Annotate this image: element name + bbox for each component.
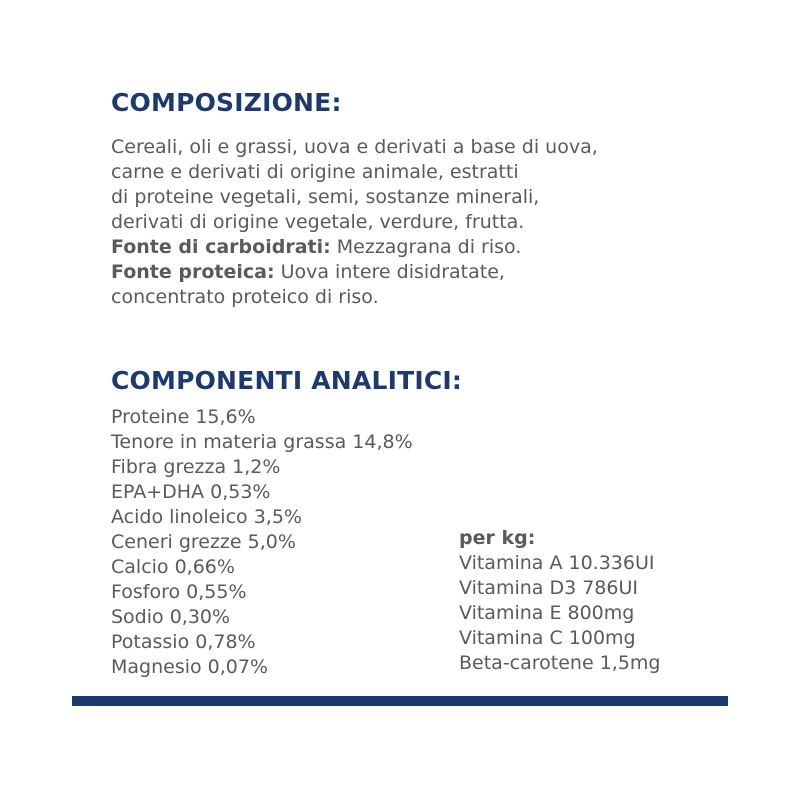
composizione-heading: COMPOSIZIONE: <box>111 88 342 117</box>
fonte-proteica-line <box>111 260 711 285</box>
vitamine-list <box>459 526 660 676</box>
composizione-line: derivati di origine vegetale, verdure, frutta. <box>111 211 525 233</box>
componente-item: Fosforo 0,55% <box>111 581 247 603</box>
componenti-analitici-heading: COMPONENTI ANALITICI: <box>111 366 463 395</box>
vitamina-item: Beta-carotene 1,5mg <box>459 652 661 674</box>
fonte-proteica-continued: concentrato proteico di riso. <box>111 286 379 308</box>
fonte-proteica-value: Uova intere disidratate, <box>274 261 505 283</box>
componente-item: Fibra grezza 1,2% <box>111 456 281 478</box>
fonte-carboidrati-label: Fonte di carboidrati: <box>111 236 331 258</box>
componente-item: Potassio 0,78% <box>111 631 256 653</box>
componente-item: Ceneri grezze 5,0% <box>111 531 296 553</box>
componente-item: EPA+DHA 0,53% <box>111 481 271 503</box>
footer-divider <box>72 696 728 706</box>
composizione-line: carne e derivati di origine animale, estratti <box>111 161 519 183</box>
componente-item: Magnesio 0,07% <box>111 656 269 678</box>
composizione-line: di proteine vegetali, semi, sostanze minerali, <box>111 186 540 208</box>
composizione-line: Cereali, oli e grassi, uova e derivati a base di uova, <box>111 136 598 158</box>
componente-item: Calcio 0,66% <box>111 556 235 578</box>
componente-item: Tenore in materia grassa 14,8% <box>111 431 413 453</box>
vitamina-item: Vitamina A 10.336UI <box>459 552 655 574</box>
fonte-carboidrati-line <box>111 235 711 260</box>
componente-item: Acido linoleico 3,5% <box>111 506 302 528</box>
componente-item: Proteine 15,6% <box>111 406 256 428</box>
fonte-proteica-label: Fonte proteica: <box>111 261 275 283</box>
componente-item: Sodio 0,30% <box>111 606 231 628</box>
composizione-text <box>111 135 711 310</box>
per-kg-label: per kg: <box>459 527 536 549</box>
vitamina-item: Vitamina E 800mg <box>459 602 635 624</box>
fonte-carboidrati-value: Mezzagrana di riso. <box>330 236 522 258</box>
componenti-list <box>111 405 413 680</box>
vitamina-item: Vitamina D3 786UI <box>459 577 638 599</box>
vitamina-item: Vitamina C 100mg <box>459 627 636 649</box>
